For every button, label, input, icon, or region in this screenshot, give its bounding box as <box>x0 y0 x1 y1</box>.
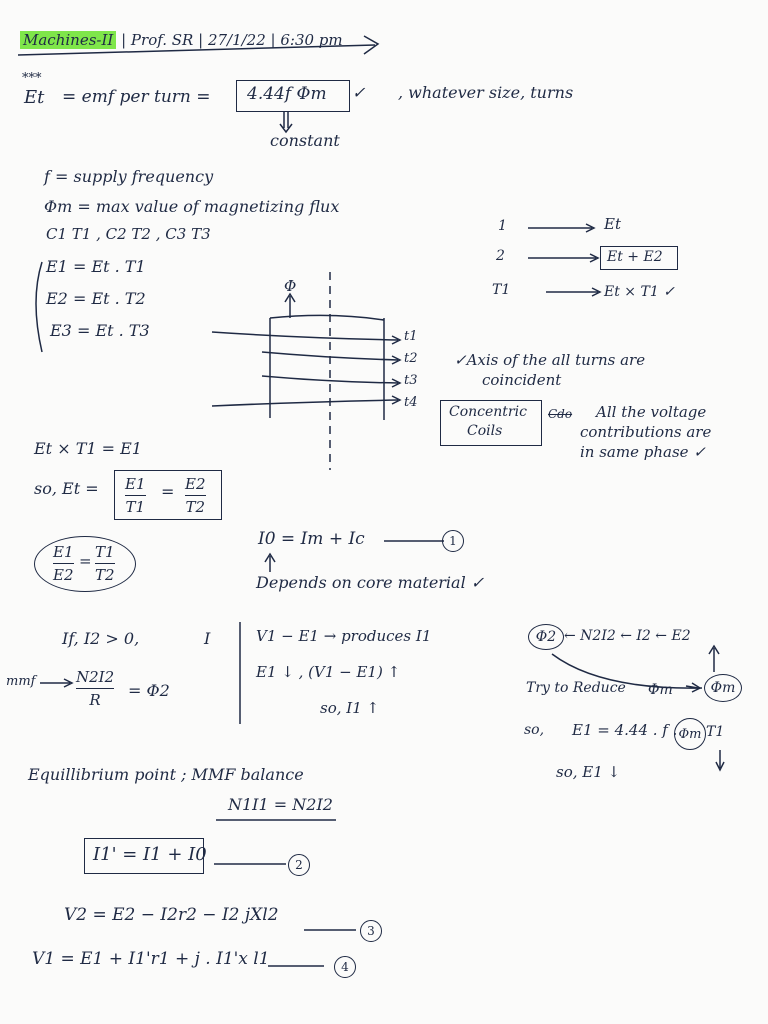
try-reduce-phim: Φm <box>648 682 673 698</box>
if-line2: E1 ↓ , (V1 − E1) ↑ <box>256 663 401 681</box>
phim-circle: Φm <box>704 674 742 702</box>
if-i-symbol: I <box>204 629 211 648</box>
so-et-label: so, Et = <box>34 479 99 498</box>
stars-mark: *** <box>22 71 42 86</box>
ratio-e1-t1: E1 T1 <box>125 475 146 516</box>
constant-label: constant <box>270 131 340 150</box>
map-row3-right: Et × T1 ✓ <box>604 284 675 300</box>
chain-sequence: ← N2I2 ← I2 ← E2 <box>564 628 691 644</box>
eq-number-1: 1 <box>442 530 464 552</box>
primary-current-eq: I1' = I1 + I0 <box>93 844 207 865</box>
equilibrium-title: Equillibrium point ; MMF balance <box>28 765 304 784</box>
et-times-t1: Et × T1 = E1 <box>34 439 142 458</box>
ratio-e1-e2: $\frac{E1}{E2}$ <box>53 543 74 584</box>
coils-label: Coils <box>467 423 503 439</box>
primary-voltage-eq: V1 = E1 + I1'r1 + j . I1'x l1 <box>32 949 270 969</box>
turns-ratio-ellipse <box>34 536 136 592</box>
emf-note: , whatever size, turns <box>398 83 574 102</box>
if-line3: so, I1 ↑ <box>320 699 380 717</box>
phase-note-3: in same phase ✓ <box>580 443 706 461</box>
phi2-circle: Φ2 <box>528 624 564 650</box>
subject-tag: Machines-II <box>20 31 116 49</box>
header <box>20 32 343 49</box>
no-load-current-eq: I0 = Im + Ic <box>258 529 365 549</box>
if-line1: V1 − E1 → produces I1 <box>256 627 432 645</box>
mmf-fraction: N2I2 R <box>76 668 115 709</box>
map-row2-box <box>600 246 678 270</box>
emf-formula-box <box>236 80 350 112</box>
map-row1-left: 1 <box>498 218 507 234</box>
phase-note-1: All the voltage <box>596 403 707 421</box>
concentric-box <box>440 400 542 446</box>
mmf-balance-eq: N1I1 = N2I2 <box>228 795 333 814</box>
so-e1-decrease: so, E1 ↓ <box>556 763 621 781</box>
eq-e2: E2 = Et . T2 <box>46 289 146 308</box>
phase-note-2: contributions are <box>580 423 712 441</box>
def-frequency: f = supply frequency <box>44 167 214 186</box>
eq-e1: E1 = Et . T1 <box>46 257 146 276</box>
ratio-t1-t2: $\frac{T1}{T2}$ <box>95 543 115 584</box>
def-flux: Φm = max value of magnetizing flux <box>44 197 340 216</box>
turns-ratio-equals: = <box>79 552 92 570</box>
turn-label-t3: t3 <box>404 373 418 388</box>
depends-note: Depends on core material ✓ <box>256 573 485 592</box>
eq-number-3: 3 <box>360 920 382 942</box>
eq-number-4: 4 <box>334 956 356 978</box>
emf-definition: = emf per turn = <box>62 87 211 107</box>
ratio-e2-t2: E2 T2 <box>185 475 206 516</box>
phi-symbol: Φ <box>284 277 297 295</box>
mmf-rhs: = Φ2 <box>128 681 170 700</box>
if-condition: If, I2 > 0, <box>62 629 140 648</box>
eq-number-2: 2 <box>288 854 310 876</box>
axis-note-line1: ✓Axis of the all turns are <box>454 351 646 369</box>
try-reduce-label: Try to Reduce <box>526 680 626 696</box>
turn-label-t2: t2 <box>404 351 418 366</box>
current-eq-box <box>84 838 207 874</box>
eq-e3: E3 = Et . T3 <box>50 321 150 340</box>
ratio-equals: = <box>161 482 175 501</box>
axis-note-line2: coincident <box>482 371 562 389</box>
map-row2-left: 2 <box>496 248 505 264</box>
so-label: so, <box>524 722 545 738</box>
phim-small-circle: Φm <box>674 718 706 750</box>
coil-list: C1 T1 , C2 T2 , C3 T3 <box>46 225 211 243</box>
concentric-label: Concentric <box>449 404 527 420</box>
crossed-text: Cdo <box>548 407 573 421</box>
e1-formula: E1 = 4.44 . f . <box>572 721 678 739</box>
emf-formula: 4.44f Φm <box>247 84 327 104</box>
header-meta: | Prof. SR | 27/1/22 | 6:30 pm <box>121 31 343 49</box>
et-symbol: Et <box>24 87 45 108</box>
turn-label-t4: t4 <box>404 395 418 410</box>
turn-label-t1: t1 <box>404 329 418 344</box>
map-row1-right: Et <box>604 215 621 233</box>
et-ratio-box <box>114 470 222 520</box>
map-row3-left: T1 <box>492 282 511 298</box>
e1-t1: T1 <box>706 724 725 740</box>
secondary-voltage-eq: V2 = E2 − I2r2 − I2 jXl2 <box>64 905 279 925</box>
map-row2-right: Et + E2 <box>607 249 663 265</box>
tick-mark: ✓ <box>352 83 366 102</box>
mmf-label: mmf <box>6 674 36 689</box>
